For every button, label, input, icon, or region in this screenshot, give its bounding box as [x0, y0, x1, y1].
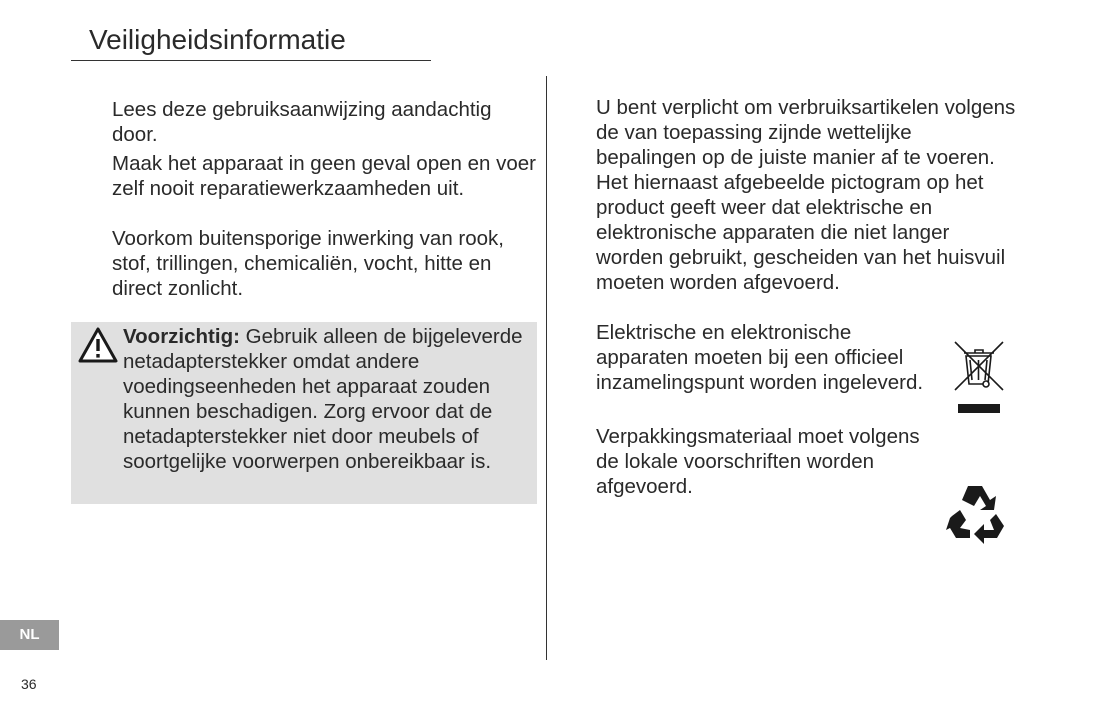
instruction-paragraph-avoid-exposure: Voorkom buitensporige inwerking van rook, stof, trillingen, chemicaliën, vocht, hitte en direct zonlicht. — [112, 227, 504, 300]
recycle-icon — [944, 480, 1012, 548]
title-underline — [71, 60, 431, 61]
collection-point-paragraph: Elektrische en elektronische apparaten moeten bij een officieel inzamelingspunt worden ingeleverd. — [596, 321, 924, 394]
caution-label: Voorzichtig: — [123, 325, 240, 348]
warning-triangle-icon — [78, 327, 118, 363]
page-title: Veiligheidsinformatie — [89, 24, 346, 55]
packaging-paragraph: Verpakkingsmateriaal moet volgens de lokale voorschriften worden afgevoerd. — [596, 425, 920, 498]
caution-body: Gebruik alleen de bijgeleverde netadapterstekker omdat andere voedingseenheden het apparaat zouden kunnen beschadigen. Zorg ervoor dat de netadapterstekker niet door meubels of soortgelijke voorwerpen onbereikbaar is. — [123, 325, 523, 473]
crossed-out-wheelie-bin-icon — [953, 340, 1005, 414]
instruction-paragraph-read-manual: Lees deze gebruiksaanwijzing aandachtig door. — [112, 98, 492, 146]
language-tab: NL — [0, 620, 59, 650]
column-divider — [546, 76, 547, 660]
disposal-paragraph: U bent verplicht om verbruiksartikelen volgens de van toepassing zijnde wettelijke bepalingen op de juiste manier af te voeren. Het hiernaast afgebeelde pictogram op het product geeft weer dat elektrische en elektronische apparaten die niet langer worden gebruikt, gescheiden van het huisvuil moeten worden afgevoerd. — [596, 96, 1016, 294]
caution-text — [123, 324, 535, 474]
page-number: 36 — [21, 676, 37, 692]
instruction-paragraph-do-not-open: Maak het apparaat in geen geval open en voer zelf nooit reparatiewerkzaamheden uit. — [112, 152, 536, 200]
